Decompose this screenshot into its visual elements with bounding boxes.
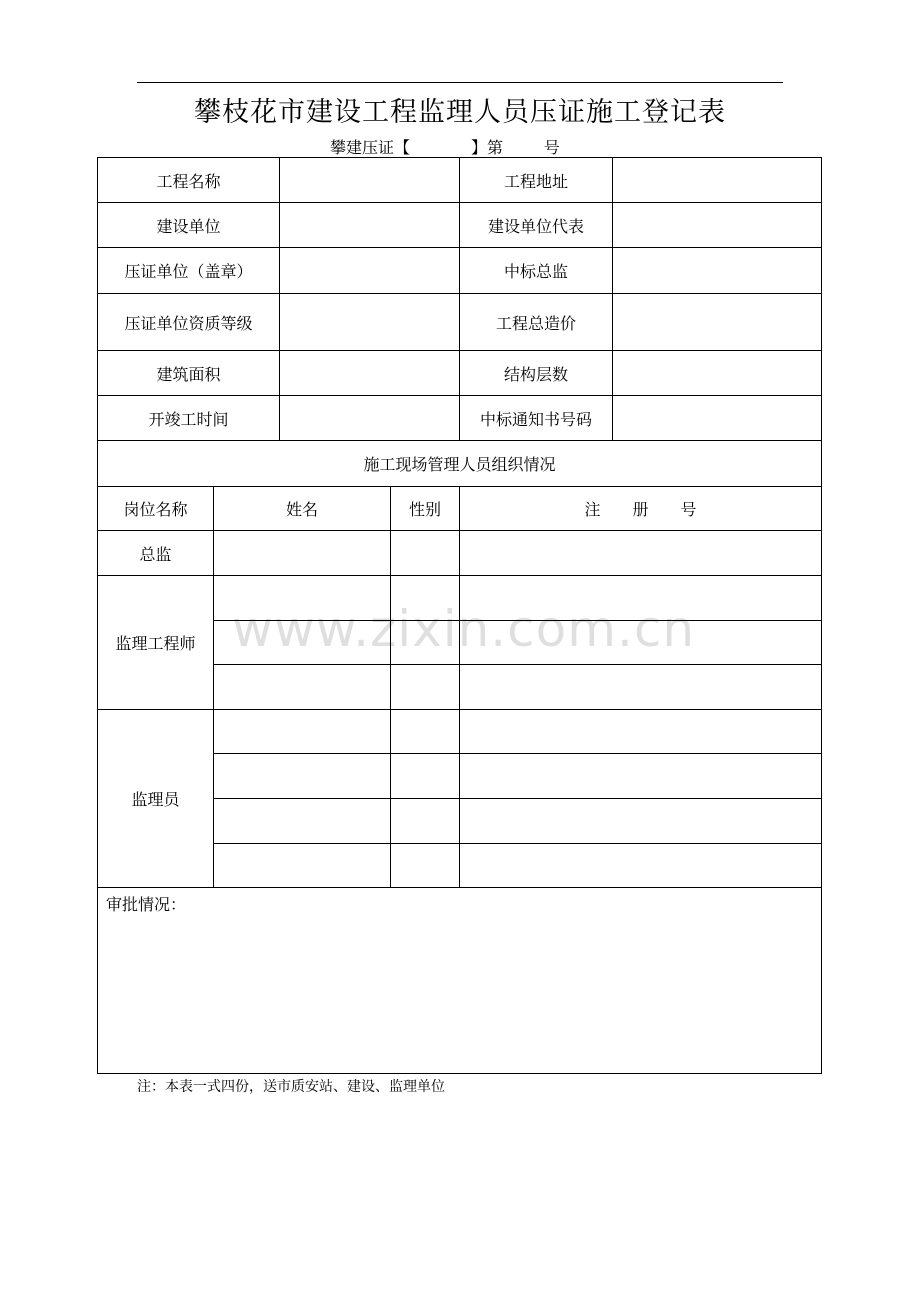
chief-gender-cell[interactable] <box>390 530 460 576</box>
inspector-registration-cell[interactable] <box>459 843 822 888</box>
role-chief: 总监 <box>97 530 214 576</box>
structure-floors-label: 结构层数 <box>459 350 613 396</box>
engineer-registration-cell[interactable] <box>459 575 822 621</box>
floor-area-label: 建筑面积 <box>97 350 280 396</box>
builder-label: 建设单位 <box>97 202 280 248</box>
approval-area[interactable] <box>97 887 822 1074</box>
number-prefix: 攀建压证【 <box>330 138 411 157</box>
builder-field[interactable] <box>279 202 460 248</box>
total-cost-label: 工程总造价 <box>459 293 613 351</box>
start-finish-label: 开竣工时间 <box>97 395 280 441</box>
engineer-name-cell[interactable] <box>213 575 391 621</box>
builder-rep-field[interactable] <box>612 202 822 248</box>
staff-section-title: 施工现场管理人员组织情况 <box>97 440 822 487</box>
bid-notice-label: 中标通知书号码 <box>459 395 613 441</box>
engineer-registration-cell[interactable] <box>459 620 822 665</box>
top-rule <box>137 82 783 83</box>
cert-unit-field[interactable] <box>279 247 460 294</box>
bid-notice-field[interactable] <box>612 395 822 441</box>
engineer-name-cell[interactable] <box>213 664 391 710</box>
cert-unit-grade-field[interactable] <box>279 293 460 351</box>
number-mid: 】第 <box>471 138 504 157</box>
approval-label: 审批情况： <box>106 895 187 914</box>
name-header: 姓名 <box>213 486 391 531</box>
total-cost-field[interactable] <box>612 293 822 351</box>
engineer-name-cell[interactable] <box>213 620 391 665</box>
inspector-gender-cell[interactable] <box>390 843 460 888</box>
engineer-gender-cell[interactable] <box>390 664 460 710</box>
inspector-registration-cell[interactable] <box>459 798 822 844</box>
chief-name-cell[interactable] <box>213 530 391 576</box>
document-number-line <box>330 135 630 158</box>
sequence-blank[interactable] <box>503 138 544 157</box>
engineer-registration-cell[interactable] <box>459 664 822 710</box>
role-engineer: 监理工程师 <box>97 575 214 710</box>
cert-unit-label: 压证单位（盖章） <box>97 247 280 294</box>
project-address-field[interactable] <box>612 157 822 203</box>
role-inspector: 监理员 <box>97 709 214 888</box>
engineer-gender-cell[interactable] <box>390 620 460 665</box>
structure-floors-field[interactable] <box>612 350 822 396</box>
inspector-registration-cell[interactable] <box>459 753 822 799</box>
engineer-gender-cell[interactable] <box>390 575 460 621</box>
footer-note: 注：本表一式四份，送市质安站、建设、监理单位 <box>137 1079 445 1095</box>
project-name-label: 工程名称 <box>97 157 280 203</box>
builder-rep-label: 建设单位代表 <box>459 202 613 248</box>
project-address-label: 工程地址 <box>459 157 613 203</box>
position-header: 岗位名称 <box>97 486 214 531</box>
inspector-gender-cell[interactable] <box>390 709 460 754</box>
cert-unit-grade-label: 压证单位资质等级 <box>97 293 280 351</box>
registration-header: 注 册 号 <box>459 486 822 531</box>
floor-area-field[interactable] <box>279 350 460 396</box>
inspector-name-cell[interactable] <box>213 753 391 799</box>
chief-registration-cell[interactable] <box>459 530 822 576</box>
chief-supervisor-field[interactable] <box>612 247 822 294</box>
project-name-field[interactable] <box>279 157 460 203</box>
inspector-name-cell[interactable] <box>213 843 391 888</box>
inspector-name-cell[interactable] <box>213 709 391 754</box>
chief-supervisor-label: 中标总监 <box>459 247 613 294</box>
document-title: 攀枝花市建设工程监理人员压证施工登记表 <box>194 97 726 128</box>
number-suffix: 号 <box>543 138 560 157</box>
watermark: www.zixin.com.cn <box>232 600 696 658</box>
inspector-registration-cell[interactable] <box>459 709 822 754</box>
inspector-name-cell[interactable] <box>213 798 391 844</box>
gender-header: 性别 <box>390 486 460 531</box>
inspector-gender-cell[interactable] <box>390 798 460 844</box>
inspector-gender-cell[interactable] <box>390 753 460 799</box>
number-blank[interactable] <box>410 138 471 157</box>
start-finish-field[interactable] <box>279 395 460 441</box>
